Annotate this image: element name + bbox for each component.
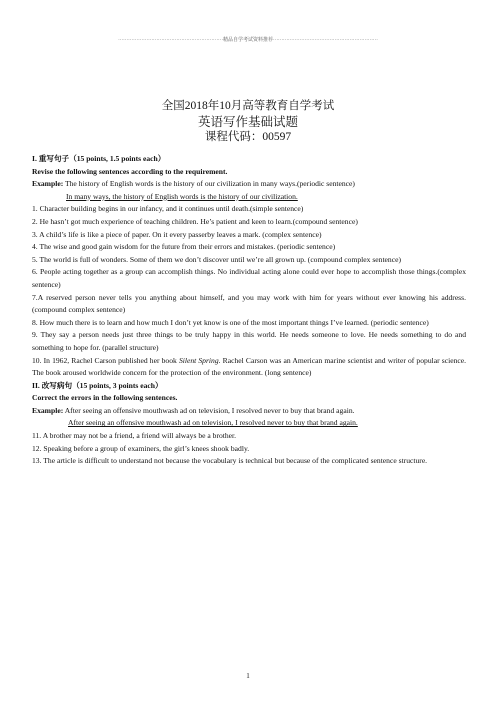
question-6: 6. People acting together as a group can accomplish things. No individual acting alone could ever hope to accomplish those things.(complex sentence) bbox=[32, 267, 466, 289]
header-banner: ·······························································精品自学考试资料推荐······························································· bbox=[118, 38, 378, 43]
section-1-heading: I. 重写句子（15 points, 1.5 points each） bbox=[32, 154, 166, 163]
question-10 bbox=[32, 355, 466, 380]
section-2-example bbox=[32, 405, 466, 418]
page-number: 1 bbox=[246, 672, 250, 680]
section-1-instruction: Revise the following sentences according to the requirement. bbox=[32, 166, 228, 176]
example-label: Example: bbox=[32, 405, 64, 415]
question-10-pre: 10. In 1962, Rachel Carson published her book bbox=[32, 355, 179, 365]
question-10-post: . Rachel Carson was an American marine scientist and writer of popular science. The book aroused worldwide concern for the protection of the environment. (long sentence) bbox=[32, 355, 467, 378]
section-1-example-answer bbox=[32, 191, 466, 204]
section-1-example bbox=[32, 178, 466, 191]
example-answer: In many ways, the history of English words is the history of our civilization. bbox=[66, 191, 298, 201]
section-2-heading: II. 改写病句（15 points, 3 points each） bbox=[32, 380, 163, 390]
question-3: 3. A child’s life is like a piece of paper. On it every passerby leaves a mark. (complex sentence) bbox=[32, 229, 322, 239]
question-5: 5. The world is full of wonders. Some of them we don’t discover until we’re all grown up. (compound complex sentence) bbox=[32, 254, 401, 264]
example-text: The history of English words is the history of our civilization in many ways.(periodic sentence) bbox=[63, 179, 355, 189]
question-13: 13. The article is difficult to understand not because the vocabulary is technical but because of the complicated sentence structure. bbox=[32, 456, 428, 466]
example-answer: After seeing an offensive mouthwash ad on television, I resolved never to buy that brand again. bbox=[68, 418, 358, 428]
section-2-instruction: Correct the errors in the following sentences. bbox=[32, 393, 178, 403]
question-4: 4. The wise and good gain wisdom for the future from their errors and mistakes. (periodic sentence) bbox=[32, 242, 336, 252]
question-8: 8. How much there is to learn and how much I don’t yet know is one of the most important things I’ve learned. (periodic sentence) bbox=[32, 317, 429, 327]
question-7: 7.A reserved person never tells you anything about himself, and you may work with him for years without ever knowing his address. (compound complex sentence) bbox=[32, 292, 466, 315]
exam-title-block bbox=[0, 99, 496, 145]
exam-title: 全国2018年10月高等教育自学考试 bbox=[161, 100, 335, 112]
example-label: Example: bbox=[32, 179, 64, 189]
question-11: 11. A brother may not be a friend, a friend will always be a brother. bbox=[32, 431, 237, 441]
exam-subject: 英语写作基础试题 bbox=[197, 115, 298, 129]
question-2: 2. He hasn’t got much experience of teaching children. He’s patient and keen to learn.(compound sentence) bbox=[32, 216, 358, 226]
section-2-example-answer bbox=[32, 417, 466, 430]
question-12: 12. Speaking before a group of examiners, the girl’s knees shook badly. bbox=[32, 443, 250, 453]
course-code: 课程代码：00597 bbox=[204, 131, 292, 143]
question-1: 1. Character building begins in our infancy, and it continues until death.(simple sentence) bbox=[32, 204, 304, 214]
book-title: Silent Spring bbox=[178, 355, 219, 365]
example-text: After seeing an offensive mouthwash ad on television, I resolved never to buy that brand again. bbox=[63, 405, 355, 415]
exam-content bbox=[32, 153, 466, 468]
question-9: 9. They say a person needs just three things to be truly happy in this world. He needs someone to love. He needs something to do and something to hope for. (parallel structure) bbox=[32, 330, 466, 352]
